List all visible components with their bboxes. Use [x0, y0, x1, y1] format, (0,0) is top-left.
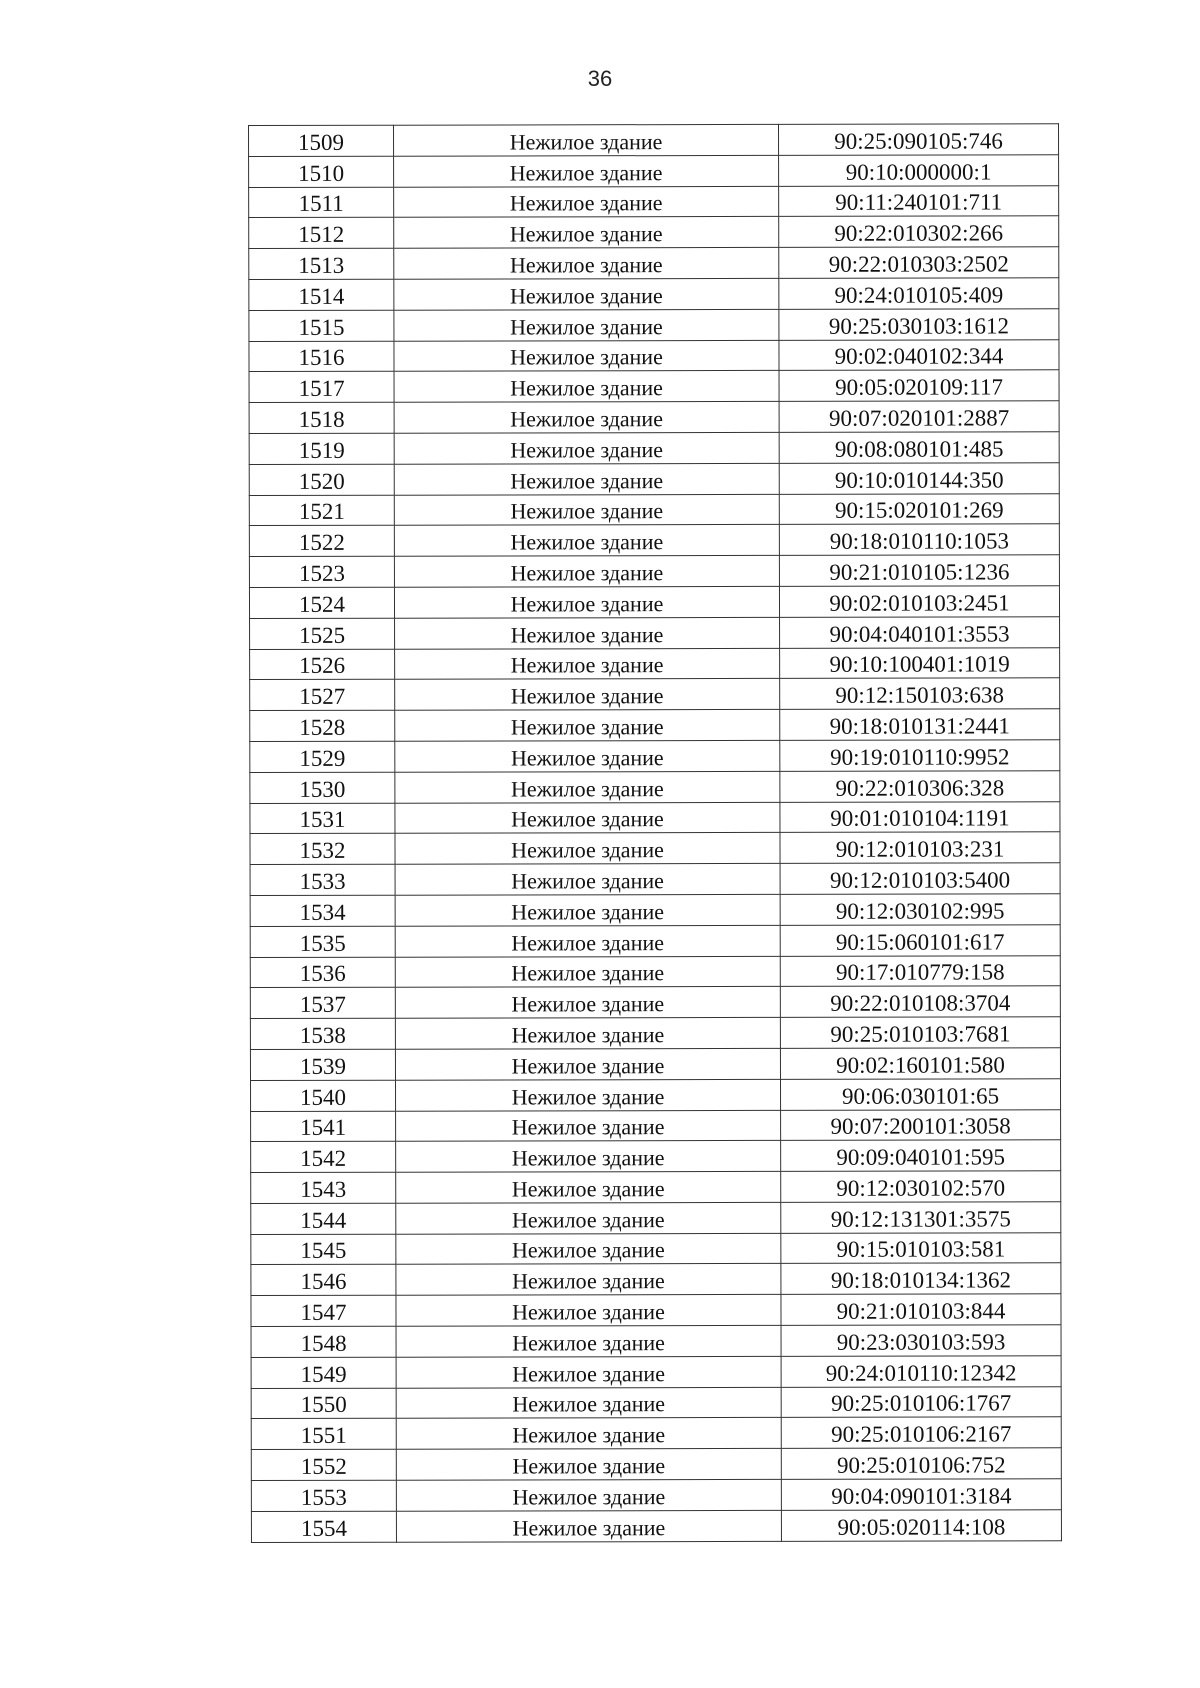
table-row [250, 617, 1060, 649]
row-number-cell: 1552 [251, 1449, 396, 1480]
object-type-cell: Нежилое здание [395, 740, 780, 772]
cadastral-number-cell: 90:02:040102:344 [779, 339, 1059, 370]
row-number-cell: 1544 [251, 1203, 396, 1234]
object-type-cell: Нежилое здание [394, 371, 779, 403]
object-type-cell: Нежилое здание [395, 1048, 780, 1080]
object-type-cell: Нежилое здание [395, 894, 780, 926]
row-number-cell: 1519 [249, 433, 394, 464]
row-number-cell: 1541 [251, 1111, 396, 1142]
cadastral-number-cell: 90:22:010306:328 [780, 771, 1060, 802]
row-number-cell: 1531 [250, 803, 395, 834]
cadastral-number-cell: 90:15:020101:269 [779, 493, 1059, 524]
object-type-cell: Нежилое здание [394, 402, 779, 434]
cadastral-number-cell: 90:22:010302:266 [779, 216, 1059, 247]
table-row [249, 216, 1059, 248]
table-row [251, 1417, 1061, 1449]
object-type-cell: Нежилое здание [395, 771, 780, 803]
row-number-cell: 1542 [251, 1141, 396, 1172]
row-number-cell: 1523 [249, 556, 394, 587]
cadastral-number-cell: 90:07:020101:2887 [779, 401, 1059, 432]
object-type-cell: Нежилое здание [394, 124, 779, 156]
cadastral-number-cell: 90:12:010103:5400 [780, 863, 1060, 894]
cadastral-number-cell: 90:07:200101:3058 [781, 1109, 1061, 1140]
table-row [250, 801, 1060, 833]
object-type-cell: Нежилое здание [396, 1510, 781, 1542]
table-row [249, 155, 1059, 187]
table-row [251, 1171, 1061, 1203]
object-type-cell: Нежилое здание [394, 525, 779, 557]
object-type-cell: Нежилое здание [395, 956, 780, 988]
page-number: 36 [587, 66, 613, 91]
cadastral-number-cell: 90:19:010110:9952 [780, 740, 1060, 771]
cadastral-number-cell: 90:25:090105:746 [778, 124, 1058, 155]
object-type-cell: Нежилое здание [396, 1110, 781, 1142]
row-number-cell: 1525 [250, 618, 395, 649]
object-type-cell: Нежилое здание [394, 556, 779, 588]
row-number-cell: 1546 [251, 1265, 396, 1296]
object-type-cell: Нежилое здание [395, 802, 780, 834]
table-row [251, 1109, 1061, 1141]
object-type-cell: Нежилое здание [395, 679, 780, 711]
row-number-cell: 1535 [250, 926, 395, 957]
table-row [250, 1048, 1060, 1080]
object-type-cell: Нежилое здание [396, 1233, 781, 1265]
table-row [249, 432, 1059, 464]
cadastral-number-cell: 90:24:010105:409 [779, 278, 1059, 309]
object-type-cell: Нежилое здание [394, 278, 779, 310]
object-type-cell: Нежилое здание [394, 463, 779, 495]
object-type-cell: Нежилое здание [394, 248, 779, 280]
object-type-cell: Нежилое здание [394, 340, 779, 372]
row-number-cell: 1510 [249, 156, 394, 187]
table-row [249, 309, 1059, 341]
row-number-cell: 1512 [249, 218, 394, 249]
cadastral-number-cell: 90:11:240101:711 [779, 185, 1059, 216]
row-number-cell: 1538 [250, 1018, 395, 1049]
cadastral-number-cell: 90:02:160101:580 [780, 1048, 1060, 1079]
row-number-cell: 1548 [251, 1326, 396, 1357]
table-row [249, 493, 1059, 525]
table-row [251, 1263, 1061, 1295]
table-row [251, 1356, 1061, 1388]
row-number-cell: 1533 [250, 864, 395, 895]
row-number-cell: 1536 [250, 957, 395, 988]
row-number-cell: 1526 [250, 649, 395, 680]
object-type-cell: Нежилое здание [395, 864, 780, 896]
object-type-cell: Нежилое здание [395, 987, 780, 1019]
table-row [249, 555, 1059, 587]
table-row [249, 586, 1059, 618]
cadastral-number-cell: 90:25:010106:2167 [781, 1417, 1061, 1448]
object-type-cell: Нежилое здание [396, 1141, 781, 1173]
row-number-cell: 1524 [249, 587, 394, 618]
row-number-cell: 1539 [250, 1049, 395, 1080]
object-type-cell: Нежилое здание [396, 1418, 781, 1450]
row-number-cell: 1520 [249, 464, 394, 495]
table-row [249, 185, 1059, 217]
cadastral-number-cell: 90:18:010131:2441 [780, 709, 1060, 740]
cadastral-number-cell: 90:12:131301:3575 [781, 1202, 1061, 1233]
object-type-cell: Нежилое здание [395, 925, 780, 957]
object-type-cell: Нежилое здание [396, 1479, 781, 1511]
table-row [251, 1386, 1061, 1418]
object-type-cell: Нежилое здание [395, 617, 780, 649]
table-row [250, 863, 1060, 895]
cadastral-number-cell: 90:23:030103:593 [781, 1325, 1061, 1356]
row-number-cell: 1511 [249, 187, 394, 218]
object-type-cell: Нежилое здание [394, 186, 779, 218]
table-row [250, 894, 1060, 926]
table-row [250, 740, 1060, 772]
cadastral-number-cell: 90:10:000000:1 [779, 155, 1059, 186]
cadastral-number-cell: 90:25:010103:7681 [780, 1017, 1060, 1048]
object-type-cell: Нежилое здание [394, 494, 779, 526]
object-type-cell: Нежилое здание [395, 710, 780, 742]
object-type-cell: Нежилое здание [395, 1017, 780, 1049]
table-row [251, 1079, 1061, 1111]
cadastral-number-cell: 90:06:030101:65 [780, 1079, 1060, 1110]
table-row [251, 1510, 1061, 1542]
row-number-cell: 1550 [251, 1388, 396, 1419]
cadastral-number-cell: 90:22:010303:2502 [779, 247, 1059, 278]
table-row [250, 771, 1060, 803]
cadastral-number-cell: 90:04:040101:3553 [780, 617, 1060, 648]
cadastral-number-cell: 90:15:010103:581 [781, 1232, 1061, 1263]
cadastral-number-cell: 90:09:040101:595 [781, 1140, 1061, 1171]
row-number-cell: 1540 [251, 1080, 396, 1111]
cadastral-number-cell: 90:18:010110:1053 [779, 524, 1059, 555]
row-number-cell: 1516 [249, 341, 394, 372]
row-number-cell: 1554 [251, 1511, 396, 1542]
table-row [251, 1325, 1061, 1357]
row-number-cell: 1547 [251, 1295, 396, 1326]
cadastral-number-cell: 90:25:010106:752 [781, 1448, 1061, 1479]
cadastral-number-cell: 90:10:010144:350 [779, 463, 1059, 494]
object-type-cell: Нежилое здание [394, 432, 779, 464]
row-number-cell: 1532 [250, 834, 395, 865]
object-type-cell: Нежилое здание [394, 586, 779, 618]
registry-table [248, 123, 1062, 1542]
table-row [249, 463, 1059, 495]
cadastral-number-cell: 90:21:010105:1236 [779, 555, 1059, 586]
row-number-cell: 1537 [250, 988, 395, 1019]
cadastral-number-cell: 90:25:010106:1767 [781, 1386, 1061, 1417]
table-row [251, 1232, 1061, 1264]
table-row [249, 124, 1059, 156]
object-type-cell: Нежилое здание [394, 155, 779, 187]
cadastral-number-cell: 90:12:030102:570 [781, 1171, 1061, 1202]
cadastral-number-cell: 90:15:060101:617 [780, 925, 1060, 956]
row-number-cell: 1515 [249, 310, 394, 341]
row-number-cell: 1553 [251, 1480, 396, 1511]
cadastral-number-cell: 90:18:010134:1362 [781, 1263, 1061, 1294]
cadastral-number-cell: 90:08:080101:485 [779, 432, 1059, 463]
cadastral-number-cell: 90:24:010110:12342 [781, 1356, 1061, 1387]
cadastral-number-cell: 90:17:010779:158 [780, 955, 1060, 986]
table-row [250, 647, 1060, 679]
table-row [250, 1017, 1060, 1049]
object-type-cell: Нежилое здание [396, 1079, 781, 1111]
table-row [251, 1294, 1061, 1326]
cadastral-number-cell: 90:12:010103:231 [780, 832, 1060, 863]
object-type-cell: Нежилое здание [396, 1356, 781, 1388]
row-number-cell: 1551 [251, 1419, 396, 1450]
table-row [249, 524, 1059, 556]
table-row [249, 247, 1059, 279]
object-type-cell: Нежилое здание [396, 1387, 781, 1419]
cadastral-number-cell: 90:04:090101:3184 [781, 1479, 1061, 1510]
object-type-cell: Нежилое здание [396, 1325, 781, 1357]
row-number-cell: 1514 [249, 279, 394, 310]
table-row [250, 832, 1060, 864]
row-number-cell: 1543 [251, 1172, 396, 1203]
row-number-cell: 1545 [251, 1234, 396, 1265]
object-type-cell: Нежилое здание [396, 1295, 781, 1327]
table-row [251, 1140, 1061, 1172]
table-row [249, 370, 1059, 402]
cadastral-number-cell: 90:22:010108:3704 [780, 986, 1060, 1017]
cadastral-number-cell: 90:05:020114:108 [781, 1510, 1061, 1541]
table-row [249, 401, 1059, 433]
cadastral-number-cell: 90:05:020109:117 [779, 370, 1059, 401]
object-type-cell: Нежилое здание [396, 1264, 781, 1296]
registry-table-body [249, 124, 1062, 1542]
table-row [250, 678, 1060, 710]
object-type-cell: Нежилое здание [394, 217, 779, 249]
row-number-cell: 1522 [249, 526, 394, 557]
object-type-cell: Нежилое здание [395, 833, 780, 865]
cadastral-number-cell: 90:12:030102:995 [780, 894, 1060, 925]
cadastral-number-cell: 90:01:010104:1191 [780, 801, 1060, 832]
row-number-cell: 1528 [250, 710, 395, 741]
object-type-cell: Нежилое здание [396, 1171, 781, 1203]
row-number-cell: 1518 [249, 402, 394, 433]
row-number-cell: 1549 [251, 1357, 396, 1388]
table-row [250, 925, 1060, 957]
table-row [251, 1448, 1061, 1480]
row-number-cell: 1517 [249, 372, 394, 403]
table-row [250, 955, 1060, 987]
row-number-cell: 1534 [250, 895, 395, 926]
object-type-cell: Нежилое здание [394, 309, 779, 341]
row-number-cell: 1521 [249, 495, 394, 526]
table-row [249, 339, 1059, 371]
cadastral-number-cell: 90:02:010103:2451 [779, 586, 1059, 617]
row-number-cell: 1530 [250, 772, 395, 803]
table-row [250, 709, 1060, 741]
table-row [249, 278, 1059, 310]
row-number-cell: 1527 [250, 680, 395, 711]
cadastral-number-cell: 90:25:030103:1612 [779, 309, 1059, 340]
cadastral-number-cell: 90:12:150103:638 [780, 678, 1060, 709]
row-number-cell: 1529 [250, 741, 395, 772]
object-type-cell: Нежилое здание [395, 648, 780, 680]
table-row [251, 1202, 1061, 1234]
cadastral-number-cell: 90:21:010103:844 [781, 1294, 1061, 1325]
cadastral-number-cell: 90:10:100401:1019 [780, 647, 1060, 678]
object-type-cell: Нежилое здание [396, 1449, 781, 1481]
row-number-cell: 1509 [249, 125, 394, 156]
object-type-cell: Нежилое здание [396, 1202, 781, 1234]
table-row [251, 1479, 1061, 1511]
table-row [250, 986, 1060, 1018]
row-number-cell: 1513 [249, 248, 394, 279]
